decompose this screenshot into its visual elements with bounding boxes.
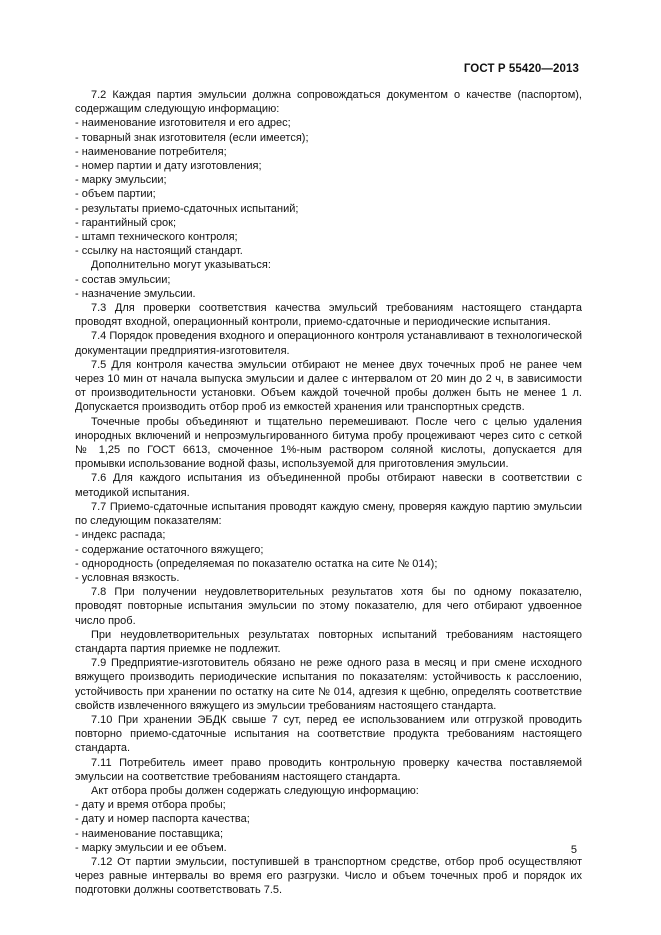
list-item: - ссылку на настоящий стандарт. — [75, 245, 243, 258]
list-item: - номер партии и дату изготовления; — [75, 160, 262, 173]
paragraph: Акт отбора пробы должен содержать следующую информацию: — [91, 784, 419, 797]
paragraph: 7.8 При получении неудовлетворительных результатов хотя бы по одному показателю, проводят повторные испытания эмульсии по этому показателю, для чего отбирают удвоенное число проб. — [75, 586, 582, 627]
paragraph: При неудовлетворительных результатах повторных испытаний требованиям настоящего стандарта партия приемке не подлежит. — [75, 628, 582, 655]
list-item: - назначение эмульсии. — [75, 287, 196, 300]
page-number: 5 — [570, 844, 577, 856]
list-item: - объем партии; — [75, 188, 156, 201]
paragraph: 7.2 Каждая партия эмульсии должна сопровождаться документом о качестве (паспортом), содержащим следующую информацию: — [75, 89, 582, 116]
paragraph: Дополнительно могут указываться: — [91, 259, 271, 272]
paragraph: 7.10 При хранении ЭБДК свыше 7 сут, перед ее использованием или отгрузкой проводить повторно приемо-сдаточные испытания на соответствие продукта требованиям настоящего стандарта. — [75, 713, 582, 755]
list-item: - товарный знак изготовителя (если имеется); — [75, 131, 309, 144]
list-item: - условная вязкость. — [75, 571, 180, 584]
list-item: - гарантийный срок; — [75, 216, 177, 229]
list-item: - марку эмульсии; — [75, 174, 167, 187]
list-item: - состав эмульсии; — [75, 273, 171, 286]
list-item: - наименование изготовителя и его адрес; — [75, 117, 291, 130]
paragraph: Точечные пробы объединяют и тщательно перемешивают. После чего с целью удаления инородных включений и непроэмульгированного битума пробу процеживают через сито с сеткой № 1,25 по ГОСТ 6613, смоченное 1%-ным раствором соляной кислоты, допускается для промывки использование водной фазы, используемой для приготовления эмульсии. — [75, 415, 582, 471]
list-item: - штамп технического контроля; — [75, 231, 238, 244]
list-item: - наименование поставщика; — [75, 827, 224, 840]
list-item: - дату и номер паспорта качества; — [75, 813, 250, 826]
paragraph: 7.11 Потребитель имеет право проводить контрольную проверку качества поставляемой эмульсии на соответствие требованиям настоящего стандарта. — [75, 756, 582, 783]
list-item: - индекс распада; — [75, 529, 166, 542]
list-item: - наименование потребителя; — [75, 145, 227, 158]
paragraph: 7.12 От партии эмульсии, поступившей в транспортном средстве, отбор проб осуществляют через равные интервалы во время его разгрузки. Число и объем точечных проб и порядок их подготовки должны соответствовать 7.5. — [75, 855, 582, 897]
list-item: - марку эмульсии и ее объем. — [75, 841, 227, 854]
paragraph: 7.7 Приемо-сдаточные испытания проводят каждую смену, проверяя каждую партию эмульсии по следующим показателям: — [75, 500, 582, 528]
document-body — [75, 88, 582, 898]
paragraph: 7.4 Порядок проведения входного и операционного контроля устанавливают в технологической документации предприятия-изготовителя. — [75, 330, 582, 357]
paragraph: 7.5 Для контроля качества эмульсии отбирают не менее двух точечных проб не ранее чем через 10 мин от начала выпуска эмульсии и далее с интервалом от 20 мин до 2 ч, в зависимости от производительности установки. Объем каждой точечной пробы должен быть не менее 1 л. Допускается производить отбор проб из емкостей хранения или транспортных средств. — [75, 358, 582, 414]
paragraph: 7.3 Для проверки соответствия качества эмульсий требованиям настоящего стандарта проводят входной, операционный контроли, приемо-сдаточные и периодические испытания. — [75, 302, 582, 329]
list-item: - результаты приемо-сдаточных испытаний; — [75, 202, 299, 215]
paragraph: 7.9 Предприятие-изготовитель обязано не реже одного раза в месяц и при смене исходного вяжущего производить периодические испытания по показателям: устойчивость к расслоению, устойчивость при хранении по остатку на сите № 014, адгезия к щебню, определять соответствие свойств извлеченного вяжущего из эмульсии требованиям настоящего стандарта. — [75, 657, 582, 712]
list-item: - однородность (определяемая по показателю остатка на сите № 014); — [75, 557, 438, 570]
list-item: - содержание остаточного вяжущего; — [75, 543, 264, 556]
paragraph: 7.6 Для каждого испытания из объединенной пробы отбирают навески в соответствии с методикой испытания. — [75, 472, 582, 499]
document-code: ГОСТ Р 55420—2013 — [463, 63, 579, 75]
list-item: - дату и время отбора пробы; — [75, 799, 226, 812]
